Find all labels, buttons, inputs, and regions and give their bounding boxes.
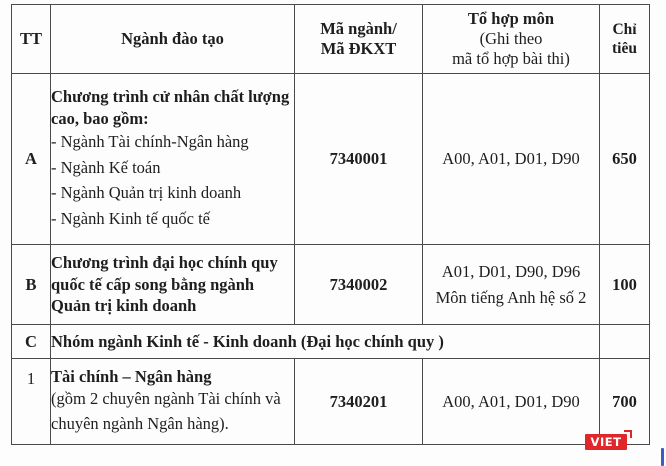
- program-code: 7340002: [295, 245, 423, 325]
- header-program: Ngành đào tạo: [51, 5, 295, 74]
- program-item: - Ngành Kinh tế quốc tế: [51, 209, 210, 228]
- table-header-row: [12, 5, 650, 74]
- subject-combination: [423, 359, 600, 445]
- header-code: [295, 5, 423, 74]
- program-item: - Ngành Quản trị kinh doanh: [51, 183, 242, 203]
- edge-mark-icon: [661, 448, 664, 466]
- program-description: (gồm 2 chuyên ngành Tài chính và chuyên ngành Ngân hàng).: [51, 389, 281, 434]
- program-item: - Ngành Kế toán: [51, 157, 161, 177]
- header-subject-combination: [423, 5, 600, 74]
- table-row: [12, 245, 650, 325]
- subject-combination: [423, 74, 600, 245]
- program-code: 7340001: [295, 74, 423, 245]
- header-quota-line1: Chỉ: [612, 20, 637, 38]
- table-row: [12, 359, 650, 445]
- program-cell: [51, 245, 295, 325]
- combo-line: A00, A01, D01, D90: [442, 149, 580, 169]
- quota-value: 100: [600, 245, 650, 325]
- watermark-label: VIET: [590, 435, 622, 449]
- quota-value: 700: [600, 359, 650, 445]
- combo-note: Môn tiếng Anh hệ số 2: [435, 287, 587, 307]
- combo-line: A01, D01, D90, D96: [441, 261, 581, 281]
- program-cell: [51, 359, 295, 445]
- program-code: 7340201: [295, 359, 423, 445]
- subject-combination: [423, 245, 600, 325]
- table-group-row: [12, 325, 650, 359]
- header-combo-line2: (Ghi theo: [479, 29, 543, 49]
- header-combo-line1: Tổ hợp môn: [467, 9, 555, 29]
- program-title: Chương trình cử nhân chất lượng cao, bao gồm:: [51, 87, 290, 128]
- header-code-line2: Mã ĐKXT: [320, 39, 397, 58]
- header-quota-line2: tiêu: [612, 40, 637, 57]
- row-tt: A: [12, 74, 51, 245]
- header-combo-line3: mã tổ hợp bài thi): [452, 48, 570, 68]
- empty-quota-cell: [600, 325, 650, 359]
- row-tt: B: [12, 245, 51, 325]
- header-quota: [600, 5, 650, 74]
- combo-line: A00, A01, D01, D90: [442, 391, 580, 411]
- row-tt: C: [12, 325, 51, 359]
- table-row: [12, 74, 650, 245]
- viet-watermark-logo: [585, 434, 627, 450]
- group-label: Nhóm ngành Kinh tế - Kinh doanh (Đại học chính quy ): [51, 325, 600, 359]
- program-item: - Ngành Tài chính-Ngân hàng: [51, 132, 249, 152]
- corner-bracket-icon: [624, 430, 632, 438]
- header-tt: TT: [12, 5, 51, 74]
- header-code-line1: Mã ngành/: [320, 19, 397, 39]
- quota-value: 650: [600, 74, 650, 245]
- row-tt: 1: [12, 359, 51, 445]
- admissions-table: [11, 4, 650, 445]
- program-title: Chương trình đại học chính quy quốc tế cấp song bằng ngành Quản trị kinh doanh: [51, 253, 278, 316]
- program-cell: [51, 74, 295, 245]
- program-title: Tài chính – Ngân hàng: [51, 367, 212, 387]
